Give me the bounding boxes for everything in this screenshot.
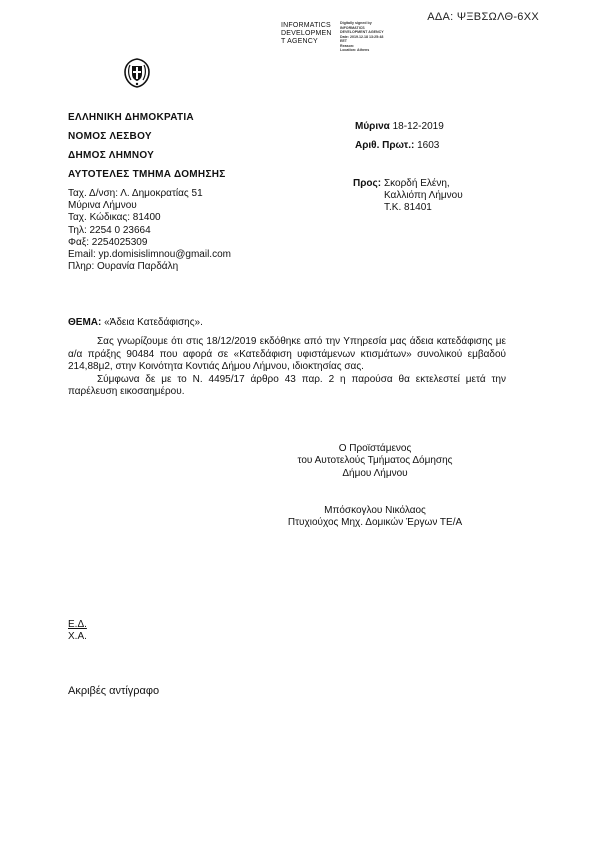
internal-distribution: Ε.Δ. xyxy=(68,619,87,630)
address-fax: Φαξ: 2254025309 xyxy=(68,236,148,248)
signatory-title-line: Ο Προϊστάμενος xyxy=(338,443,412,454)
stamp-detail: DEVELOPMENT AGENCY xyxy=(340,30,384,34)
subject-line xyxy=(68,317,203,328)
signatory-name: Μπόσκογλου Νικόλαος xyxy=(324,505,426,516)
chronological-archive: Χ.Α. xyxy=(68,631,87,643)
digital-signature-stamp xyxy=(281,22,332,46)
signatory-department-line: του Αυτοτελούς Τμήματος Δόμησης xyxy=(297,455,453,467)
signatory-municipality-line: Δήμου Λήμνου xyxy=(342,467,408,479)
stamp-line: INFORMATICS xyxy=(281,22,331,29)
recipient-block xyxy=(353,178,463,215)
ada-code: ΑΔΑ: ΨΞΒΣΩΛΘ-6ΧΧ xyxy=(427,11,539,23)
stamp-line: T AGENCY xyxy=(281,38,318,45)
stamp-detail: INFORMATICS xyxy=(340,25,365,30)
subject-text: «Άδεια Κατεδάφισης». xyxy=(104,317,203,328)
municipality-heading: ΔΗΜΟΣ ΛΗΜΝΟΥ xyxy=(68,150,155,161)
department-heading: ΑΥΤΟΤΕΛΕΣ ΤΜΗΜΑ ΔΟΜΗΣΗΣ xyxy=(68,169,226,180)
greek-coat-of-arms-icon xyxy=(121,57,153,89)
country-heading: ΕΛΛΗΝΙΚΗ ΔΗΜΟΚΡΑΤΙΑ xyxy=(68,112,194,123)
document-date: 18-12-2019 xyxy=(392,121,444,132)
signatory-role xyxy=(270,443,480,480)
stamp-detail: Reason: xyxy=(340,43,355,48)
prefecture-heading: ΝΟΜΟΣ ΛΕΣΒΟΥ xyxy=(68,131,152,142)
body-paragraph: Σας γνωρίζουμε ότι στις 18/12/2019 εκδόθηκε από την Υπηρεσία μας άδεια κατεδάφισης με α/α πράξης 90484 που αφορά σε «Κατεδάφιση υφιστάμενων κτισμάτων» συνολικού εμβαδού 214,88μ2, στην Κοινότητα Κοντιάς Δήμου Λήμνου, ιδιοκτησίας σας. xyxy=(68,336,506,373)
letter-body xyxy=(68,336,506,399)
recipient-postcode: Τ.Κ. 81401 xyxy=(384,202,432,214)
address-street: Ταχ. Δ/νση: Λ. Δημοκρατίας 51 xyxy=(68,188,203,199)
stamp-detail: Date: 2019.12.18 13:25:48 xyxy=(340,34,384,39)
signatory-identity xyxy=(270,505,480,530)
digital-signature-details xyxy=(340,21,384,53)
address-phone: Τηλ: 2254 0 23664 xyxy=(68,224,151,236)
signatory-qualification: Πτυχιούχος Μηχ. Δομικών Έργων ΤΕ/Α xyxy=(287,517,463,529)
place-label: Μύρινα xyxy=(355,121,390,132)
stamp-detail: Location: Athens xyxy=(340,48,370,52)
sender-address-block xyxy=(68,188,231,273)
stamp-detail: Digitally signed by xyxy=(340,21,372,25)
protocol-label: Αριθ. Πρωτ.: xyxy=(355,140,415,151)
body-paragraph: Σύμφωνα δε με το Ν. 4495/17 άρθρο 43 παρ. 2 η παρούσα θα εκτελεστεί μετά την παρέλευση εικοσαημέρου. xyxy=(68,373,506,398)
recipient-label: Προς: xyxy=(353,178,382,189)
distribution-block xyxy=(68,619,87,644)
subject-label: ΘΕΜΑ: xyxy=(68,317,102,328)
recipient-name: Σκορδή Ελένη, xyxy=(384,178,450,189)
protocol-line xyxy=(355,140,439,151)
date-line xyxy=(355,121,444,132)
protocol-number: 1603 xyxy=(417,140,440,151)
stamp-detail: EET xyxy=(340,39,347,43)
recipient-locality: Καλλιόπη Λήμνου xyxy=(384,190,463,202)
address-postcode: Ταχ. Κώδικας: 81400 xyxy=(68,212,161,224)
true-copy-note: Ακριβές αντίγραφο xyxy=(68,685,160,697)
address-city: Μύρινα Λήμνου xyxy=(68,200,137,212)
address-contact: Πληρ: Ουρανία Παρδάλη xyxy=(68,261,179,273)
stamp-line: DEVELOPMEN xyxy=(281,30,332,37)
address-email: Email: yp.domisislimnou@gmail.com xyxy=(68,249,231,261)
